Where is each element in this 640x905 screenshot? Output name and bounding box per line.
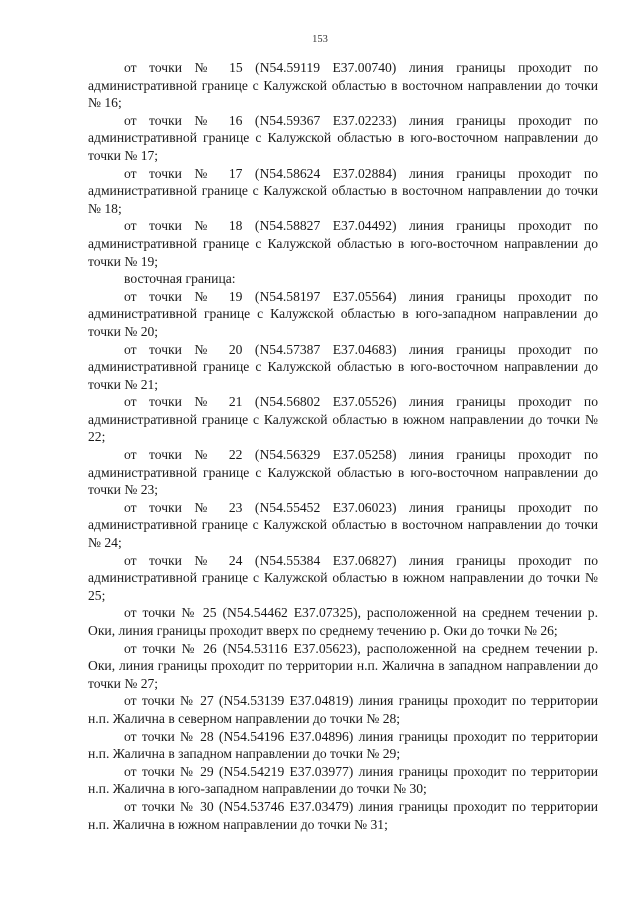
paragraph: от точки № 20 (N54.57387 E37.04683) линия границы проходит по административной границе с Калужской областью в юго-восточном направлении до точки № 21;	[88, 341, 598, 392]
paragraph: от точки № 21 (N54.56802 E37.05526) линия границы проходит по административной границе с Калужской областью в южном направлении до точки № 22;	[88, 394, 598, 445]
paragraph: от точки № 15 (N54.59119 E37.00740) линия границы проходит по административной границе с Калужской областью в восточном направлении до точки № 16;	[88, 60, 598, 111]
paragraph: от точки № 27 (N54.53139 E37.04819) линия границы проходит по территории н.п. Жалична в северном направлении до точки № 28;	[88, 693, 598, 726]
section-heading: восточная граница:	[124, 271, 236, 287]
paragraph: от точки № 18 (N54.58827 E37.04492) линия границы проходит по административной границе с Калужской областью в юго-восточном направлении до точки № 19;	[88, 218, 598, 269]
paragraph: от точки № 23 (N54.55452 E37.06023) линия границы проходит по административной границе с Калужской областью в восточном направлении до точки № 24;	[88, 499, 598, 551]
paragraph: от точки № 22 (N54.56329 E37.05258) линия границы проходит по административной границе с Калужской областью в юго-восточном направлении до точки № 23;	[88, 447, 598, 498]
paragraph: от точки № 30 (N54.53746 E37.03479) линия границы проходит по территории н.п. Жалична в южном направлении до точки № 31;	[88, 798, 598, 832]
paragraph: от точки № 25 (N54.54462 E37.07325), расположенной на среднем течении р. Оки, линия границы проходит вверх по среднему течению р. Оки до точки № 26;	[88, 605, 598, 638]
paragraph: от точки № 17 (N54.58624 E37.02884) линия границы проходит по административной границе с Калужской областью в восточном направлении до точки № 18;	[88, 165, 598, 216]
paragraph: от точки № 26 (N54.53116 E37.05623), расположенной на среднем течении р. Оки, линия границы проходит по территории н.п. Жалична в западном направлении до точки № 27;	[88, 640, 598, 691]
document-body	[88, 59, 598, 833]
paragraph: от точки № 16 (N54.59367 E37.02233) линия границы проходит по административной границе с Калужской областью в юго-восточном направлении до точки № 17;	[88, 112, 598, 163]
paragraph: от точки № 19 (N54.58197 E37.05564) линия границы проходит по административной границе с Калужской областью в юго-западном направлении до точки № 20;	[88, 288, 598, 339]
paragraph: от точки № 28 (N54.54196 E37.04896) линия границы проходит по территории н.п. Жалична в западном направлении до точки № 29;	[88, 728, 598, 762]
paragraph: от точки № 24 (N54.55384 E37.06827) линия границы проходит по административной границе с Калужской областью в южном направлении до точки № 25;	[88, 552, 598, 603]
page-number: 153	[312, 34, 328, 45]
paragraph: от точки № 29 (N54.54219 E37.03977) линия границы проходит по территории н.п. Жалична в юго-западном направлении до точки № 30;	[88, 763, 598, 797]
